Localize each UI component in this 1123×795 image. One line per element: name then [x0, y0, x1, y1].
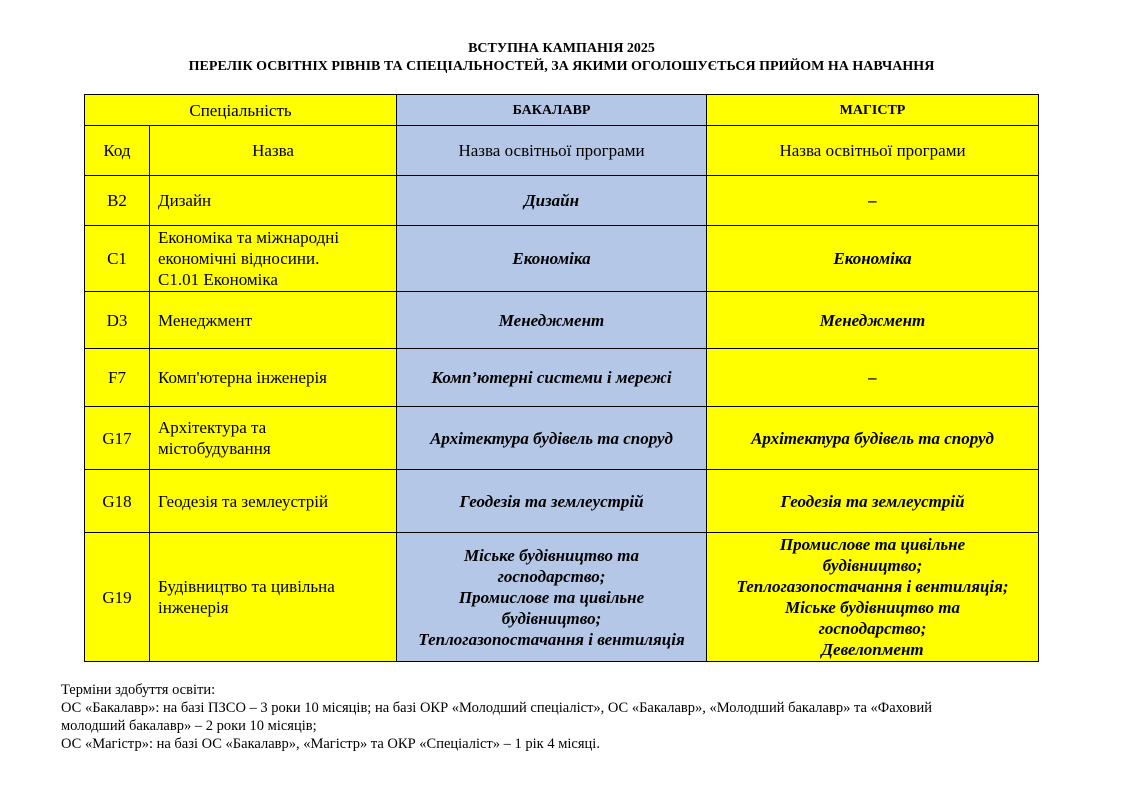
table-row [85, 407, 1039, 470]
specialty-name-line: економічні відносини. [158, 249, 320, 268]
table-row [85, 292, 1039, 349]
bachelor-program-cell [397, 407, 707, 470]
specialty-name-line: містобудування [158, 439, 271, 458]
bachelor-program-line: Економіка [512, 249, 591, 268]
specialty-name-cell [150, 176, 397, 226]
specialty-name-line: Геодезія та землеустрій [158, 491, 329, 511]
bachelor-program-cell [397, 533, 707, 662]
bachelor-program-cell [397, 176, 707, 226]
table-row [85, 533, 1039, 662]
master-program-cell [707, 470, 1039, 533]
column-header-row [85, 126, 1039, 176]
specialty-name-line: C1.01 Економіка [158, 270, 278, 289]
master-program-line: будівництво; [822, 556, 923, 575]
bachelor-group-header: БАКАЛАВР [397, 95, 707, 126]
bachelor-program-line: будівництво; [501, 608, 602, 628]
master-program-line: – [868, 368, 877, 387]
bachelor-program-line: Архітектура будівель та споруд [430, 428, 673, 448]
code-column-header: Код [85, 126, 150, 176]
name-column-header: Назва [150, 126, 397, 176]
master-program-line: Міське будівництво та [785, 598, 960, 617]
master-program-cell [707, 176, 1039, 226]
specialty-name-line: Комп'ютерна інженерія [158, 368, 328, 387]
specialty-name-cell [150, 226, 397, 292]
bachelor-program-line: Менеджмент [498, 310, 605, 330]
master-program-line: Менеджмент [819, 310, 926, 330]
page-subtitle: ПЕРЕЛІК ОСВІТНІХ РІВНІВ ТА СПЕЦІАЛЬНОСТЕЙ, ЗА ЯКИМИ ОГОЛОШУЄТЬСЯ ПРИЙОМ НА НАВЧАННЯ [188, 59, 935, 74]
specialty-code-cell: D3 [85, 292, 150, 349]
bachelor-program-column-header: Назва освітньої програми [397, 126, 707, 176]
bachelor-program-cell [397, 349, 707, 407]
specialties-table [84, 94, 1039, 662]
bachelor-program-line: Промислове та цивільне [458, 587, 645, 607]
specialty-group-header: Спеціальність [85, 95, 397, 126]
bachelor-program-line: Теплогазопостачання і вентиляція [418, 629, 685, 649]
specialty-code-cell: G18 [85, 470, 150, 533]
master-program-line: Девелопмент [821, 640, 924, 659]
bachelor-program-line: Геодезія та землеустрій [459, 491, 644, 511]
master-program-line: Промислове та цивільне [779, 535, 966, 554]
specialty-name-cell [150, 292, 397, 349]
specialty-code-cell: B2 [85, 176, 150, 226]
master-program-line: Теплогазопостачання і вентиляція; [736, 577, 1009, 596]
master-program-line: Архітектура будівель та споруд [751, 428, 994, 448]
bachelor-program-line: Міське будівництво та [464, 545, 639, 565]
specialty-name-line: інженерія [158, 598, 229, 617]
specialty-name-line: Архітектура та [158, 418, 267, 437]
master-program-line: господарство; [818, 619, 927, 638]
table-row [85, 226, 1039, 292]
master-program-cell [707, 292, 1039, 349]
specialty-name-line: Економіка та міжнародні [158, 228, 340, 247]
notes-title: Терміни здобуття освіти: [61, 682, 216, 698]
notes-bachelor-line-cont: молодший бакалавр» – 2 роки 10 місяців; [61, 718, 317, 734]
bachelor-program-cell [397, 226, 707, 292]
specialty-name-line: Будівництво та цивільна [158, 577, 335, 596]
specialty-code-cell: C1 [85, 226, 150, 292]
specialty-name-cell [150, 349, 397, 407]
specialty-code-cell: G17 [85, 407, 150, 470]
notes-master-line: ОС «Магістр»: на базі ОС «Бакалавр», «Магістр» та ОКР «Спеціаліст» – 1 рік 4 місяці. [61, 736, 600, 752]
notes-bachelor-line: ОС «Бакалавр»: на базі ПЗСО – 3 роки 10 місяців; на базі ОКР «Молодший спеціаліст», ОС «Бакалавр», «Молодший бакалавр» та «Фаховий [61, 700, 932, 716]
master-program-cell [707, 349, 1039, 407]
master-program-cell [707, 407, 1039, 470]
master-program-line: Економіка [833, 249, 912, 268]
master-program-cell [707, 226, 1039, 292]
table-row [85, 349, 1039, 407]
master-program-line: – [868, 191, 877, 210]
page-title: ВСТУПНА КАМПАНІЯ 2025 [468, 41, 655, 56]
table-row [85, 470, 1039, 533]
specialty-code-cell: F7 [85, 349, 150, 407]
bachelor-program-line: господарство; [497, 566, 606, 586]
specialty-name-cell [150, 470, 397, 533]
specialty-name-line: Менеджмент [158, 310, 253, 330]
specialty-name-line: Дизайн [158, 191, 212, 210]
specialty-name-cell [150, 407, 397, 470]
master-group-header: МАГІСТР [707, 95, 1039, 126]
bachelor-program-cell [397, 470, 707, 533]
bachelor-program-line: Комп’ютерні системи і мережі [431, 368, 672, 387]
master-program-line: Геодезія та землеустрій [780, 491, 965, 511]
bachelor-program-line: Дизайн [523, 191, 580, 210]
bachelor-program-cell [397, 292, 707, 349]
table-row [85, 176, 1039, 226]
specialty-code-cell: G19 [85, 533, 150, 662]
master-program-column-header: Назва освітньої програми [707, 126, 1039, 176]
group-header-row [85, 95, 1039, 126]
study-terms-notes [61, 681, 1061, 753]
master-program-cell [707, 533, 1039, 662]
specialty-name-cell [150, 533, 397, 662]
